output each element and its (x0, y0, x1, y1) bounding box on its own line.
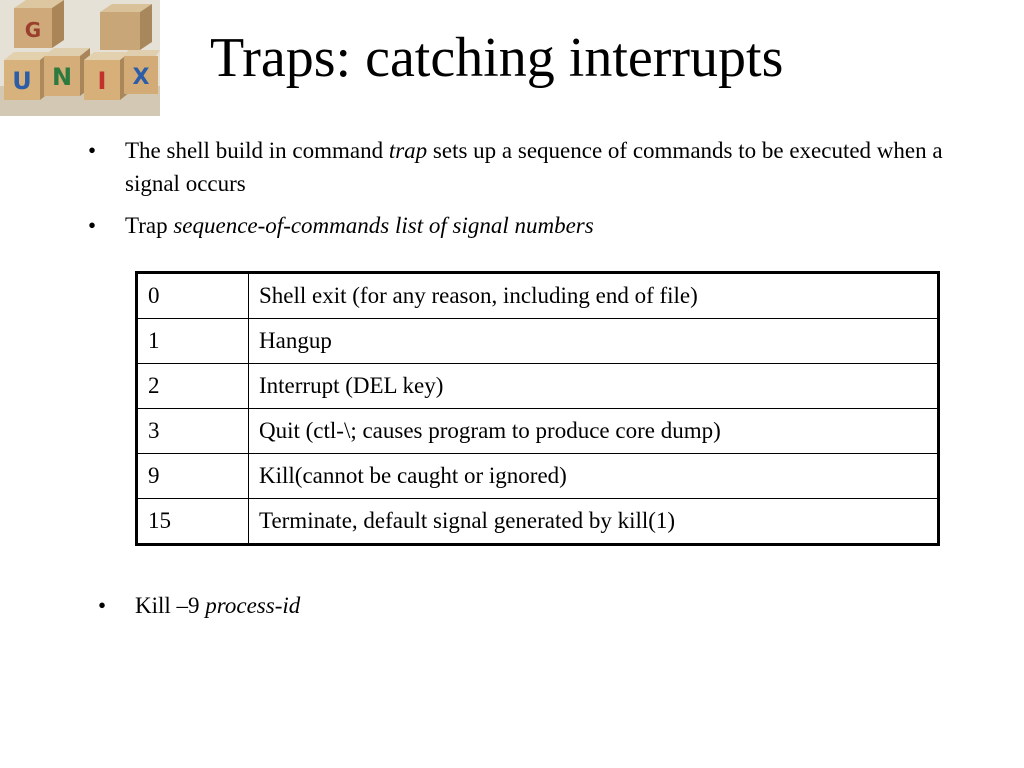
signal-number: 2 (137, 364, 249, 409)
table-row (137, 319, 939, 364)
signal-description: Interrupt (DEL key) (249, 364, 939, 409)
table-row (137, 454, 939, 499)
slide-title: Traps: catching interrupts (210, 27, 784, 89)
signal-table (135, 271, 940, 546)
bullet-emphasis: process-id (205, 593, 301, 618)
table-row (137, 364, 939, 409)
bullet-marker: • (88, 213, 97, 238)
signal-number: 3 (137, 409, 249, 454)
signal-description: Kill(cannot be caught or ignored) (249, 454, 939, 499)
bullet-list (88, 134, 948, 242)
signal-description: Shell exit (for any reason, including end of file) (249, 273, 939, 319)
logo-letter-n: N (51, 63, 73, 91)
bullet-trap-description (88, 134, 948, 200)
signal-description: Terminate, default signal generated by kill(1) (249, 499, 939, 545)
bullet-text-rest: sets up a sequence of commands to be executed when a signal occurs (125, 138, 943, 196)
bullet-trap-syntax (88, 209, 948, 242)
bullet-marker: • (88, 138, 97, 163)
bullet-emphasis: trap (388, 138, 428, 163)
signal-number: 9 (137, 454, 249, 499)
table-row (137, 273, 939, 319)
bullet-text: The shell build in command (125, 138, 389, 163)
signal-number: 1 (137, 319, 249, 364)
bullet-text: Trap (125, 213, 174, 238)
bullet-text: Kill –9 (135, 593, 206, 618)
table-row (137, 409, 939, 454)
svg-text:G: G (24, 18, 42, 42)
bullet-kill-command (98, 589, 300, 622)
logo-letter-u: U (12, 67, 32, 95)
bullet-emphasis: sequence-of-commands list of signal numbers (173, 213, 594, 238)
logo-letter-i: I (97, 67, 107, 95)
signal-number: 15 (137, 499, 249, 545)
signal-description: Quit (ctl-\; causes program to produce core dump) (249, 409, 939, 454)
unix-blocks-logo (0, 0, 160, 116)
signal-number: 0 (137, 273, 249, 319)
bullet-marker: • (98, 593, 107, 618)
signal-description: Hangup (249, 319, 939, 364)
logo-letter-x: X (132, 65, 150, 90)
table-row (137, 499, 939, 545)
